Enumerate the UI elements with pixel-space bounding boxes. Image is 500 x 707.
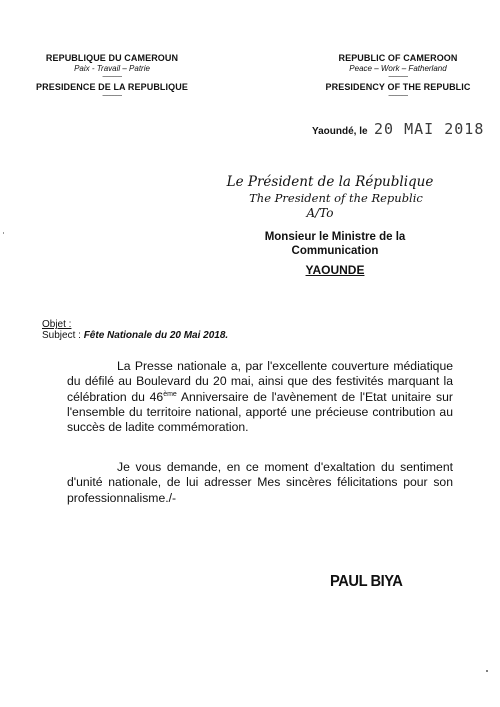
motto-en: Peace – Work – Fatherland	[349, 64, 447, 73]
header-separator: -------------	[102, 74, 122, 80]
country-name-en: REPUBLIC OF CAMEROON	[338, 53, 458, 63]
sender-block	[200, 174, 460, 221]
office-name-en: PRESIDENCY OF THE REPUBLIC	[325, 82, 471, 92]
date-stamp: 20 MAI 2018	[374, 120, 485, 138]
recipient-line1: Monsieur le Ministre de la	[264, 231, 406, 243]
recipient-city	[235, 263, 435, 278]
recipient-city-text: YAOUNDE	[305, 263, 365, 277]
motto-fr: Paix - Travail – Patrie	[74, 64, 150, 73]
subject-label-en: Subject :	[42, 330, 81, 341]
body-p2: Je vous demande, en ce moment d'exaltation du sentiment d'unité nationale, de lui adresser Mes sincères félicitations pour son professionnalisme./-	[67, 460, 453, 505]
header-separator: -------------	[102, 93, 122, 99]
signature-name: PAUL BIYA	[330, 573, 403, 590]
date-line	[312, 120, 484, 139]
scan-mark	[486, 670, 488, 672]
country-name-fr: REPUBLIQUE DU CAMEROUN	[45, 53, 179, 63]
addressee-marker: A/To	[306, 206, 334, 220]
ordinal-superscript: ème	[163, 390, 177, 398]
scan-mark	[3, 232, 4, 234]
sender-fr: Le Président de la République	[226, 174, 434, 190]
header-separator: -------------	[388, 74, 408, 80]
subject-text: Fête Nationale du 20 Mai 2018.	[83, 330, 229, 341]
header-right	[298, 53, 498, 99]
header-separator: -------------	[388, 93, 408, 99]
body-p1-part2: Anniversaire de l'avènement de l'Etat unitaire sur l'ensemble du territoire national, apporté une précieuse contribution au succès de ladite commémoration.	[67, 389, 453, 435]
subject-line	[42, 330, 228, 341]
recipient-block	[235, 230, 435, 278]
body-p1-part1: La Presse nationale a, par l'excellente couverture médiatique du défilé au Boulevard du 20 mai, ainsi que des festivités marquant la célébration du 46	[67, 359, 453, 404]
office-name-fr: PRESIDENCE DE LA REPUBLIQUE	[36, 82, 188, 92]
recipient-line2: Communication	[291, 245, 379, 257]
body-paragraph-1	[67, 359, 453, 435]
body-paragraph-2	[67, 460, 453, 506]
date-place: Yaoundé, le	[312, 126, 368, 137]
subject-label-fr: Objet :	[42, 319, 72, 330]
header-left	[12, 53, 212, 99]
subject-block	[42, 319, 228, 341]
sender-en: The President of the Republic	[249, 191, 423, 205]
